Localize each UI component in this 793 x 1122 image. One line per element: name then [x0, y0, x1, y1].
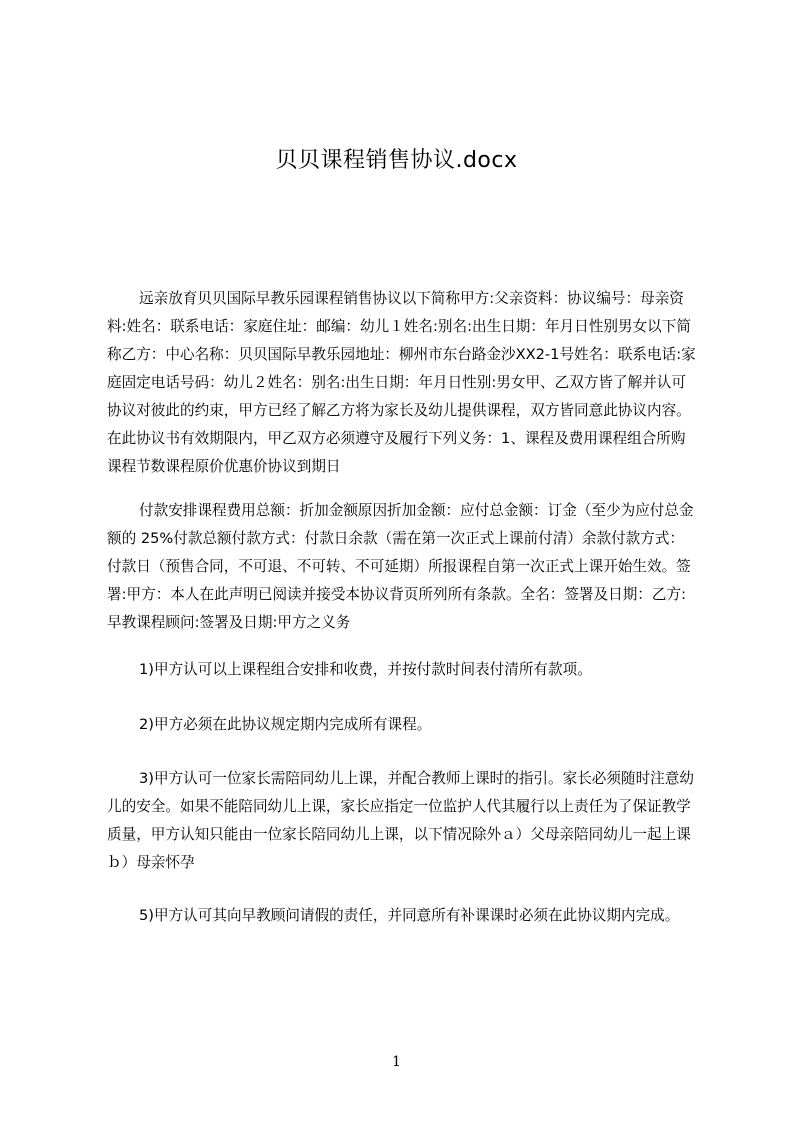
- paragraph-clause-5: 5)甲方认可其向早教顾问请假的责任，并同意所有补课课时必须在此协议期内完成。: [139, 907, 680, 924]
- paragraph-clause-2: 2)甲方必须在此协议规定期内完成所有课程。: [139, 716, 432, 733]
- paragraph-intro: 远亲放育贝贝国际早教乐园课程销售协议以下简称甲方:父亲资料：协议编号：母亲资料:姓名：联系电话：家庭住址：邮编：幼儿１姓名:别名:出生日期：年月日性别男女以下简称乙方：中心名称：贝贝国际早教乐园地址：柳州市东台路金沙XX2-1号姓名：联系电话:家庭固定电话号码：幼儿２姓名：别名:出生日期：年月日性别:男女甲、乙双方皆了解并认可协议对彼此的约束，甲方已经了解乙方将为家长及幼儿提供课程，双方皆同意此协议内容。在此协议书有效期限内，甲乙双方必须遵守及履行下列义务：1、课程及费用课程组合所购课程节数课程原价优惠价协议到期日: [107, 290, 696, 475]
- page-number: 1: [392, 1054, 401, 1070]
- paragraph-clause-3: 3)甲方认可一位家长需陪同幼儿上课，并配合教师上课时的指引。家长必须随时注意幼儿的安全。如果不能陪同幼儿上课，家长应指定一位监护人代其履行以上责任为了保证教学质量，甲方认知只能由一位家长陪同幼儿上课，以下情况除外ａ）父母亲陪同幼儿一起上课ｂ）母亲怀孕: [107, 770, 694, 871]
- document-title: 贝贝课程销售协议.docx: [275, 148, 518, 173]
- paragraph-clause-1: 1)甲方认可以上课程组合安排和收费，并按付款时间表付清所有款项。: [139, 661, 592, 678]
- paragraph-payment: 付款安排课程费用总额：折加金额原因折加金额：应付总金额：订金（至少为应付总金额的 25%付款总额付款方式：付款日余款（需在第一次正式上课前付清）余款付款方式：付款日（预售合同，不可退、不可转、不可延期）所报课程自第一次正式上课开始生效。签署:甲方：本人在此声明已阅读并接受本协议背页所列所有条款。全名：签署及日期：乙方:早教课程顾问:签署及日期:甲方之义务: [107, 502, 694, 631]
